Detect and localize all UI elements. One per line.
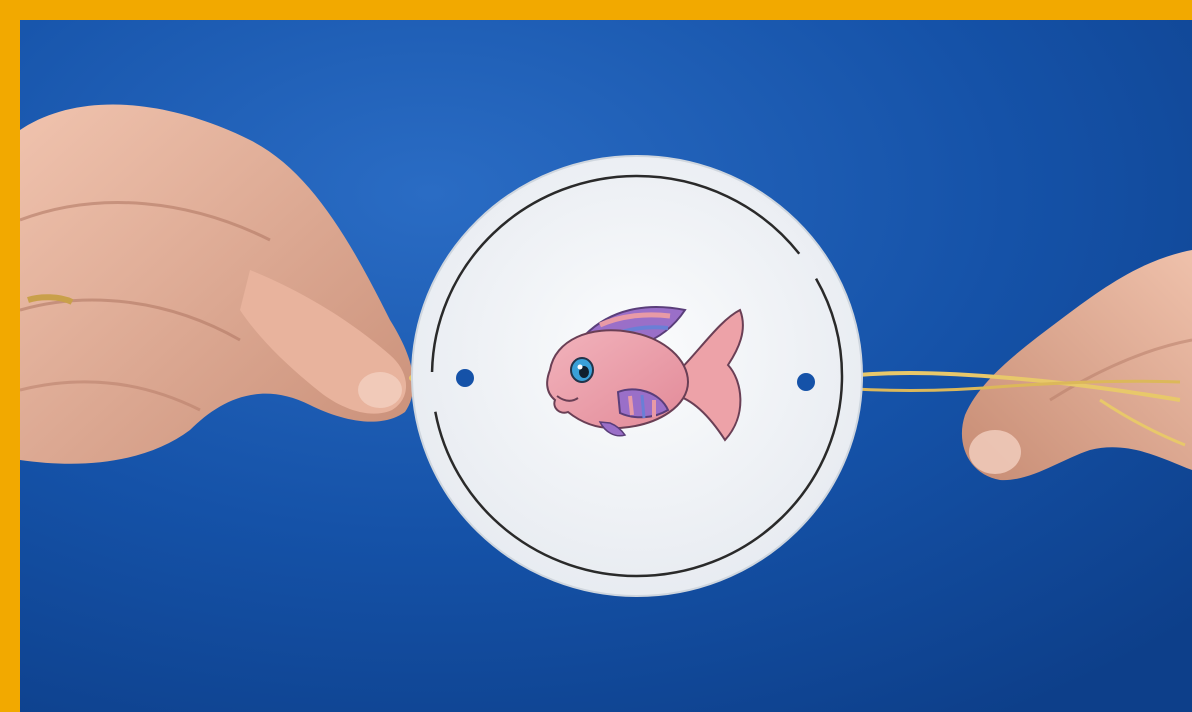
- photo-illustration: [20, 20, 1192, 712]
- photo-scene: [20, 20, 1192, 712]
- left-hole: [456, 369, 474, 387]
- right-hole: [797, 373, 815, 391]
